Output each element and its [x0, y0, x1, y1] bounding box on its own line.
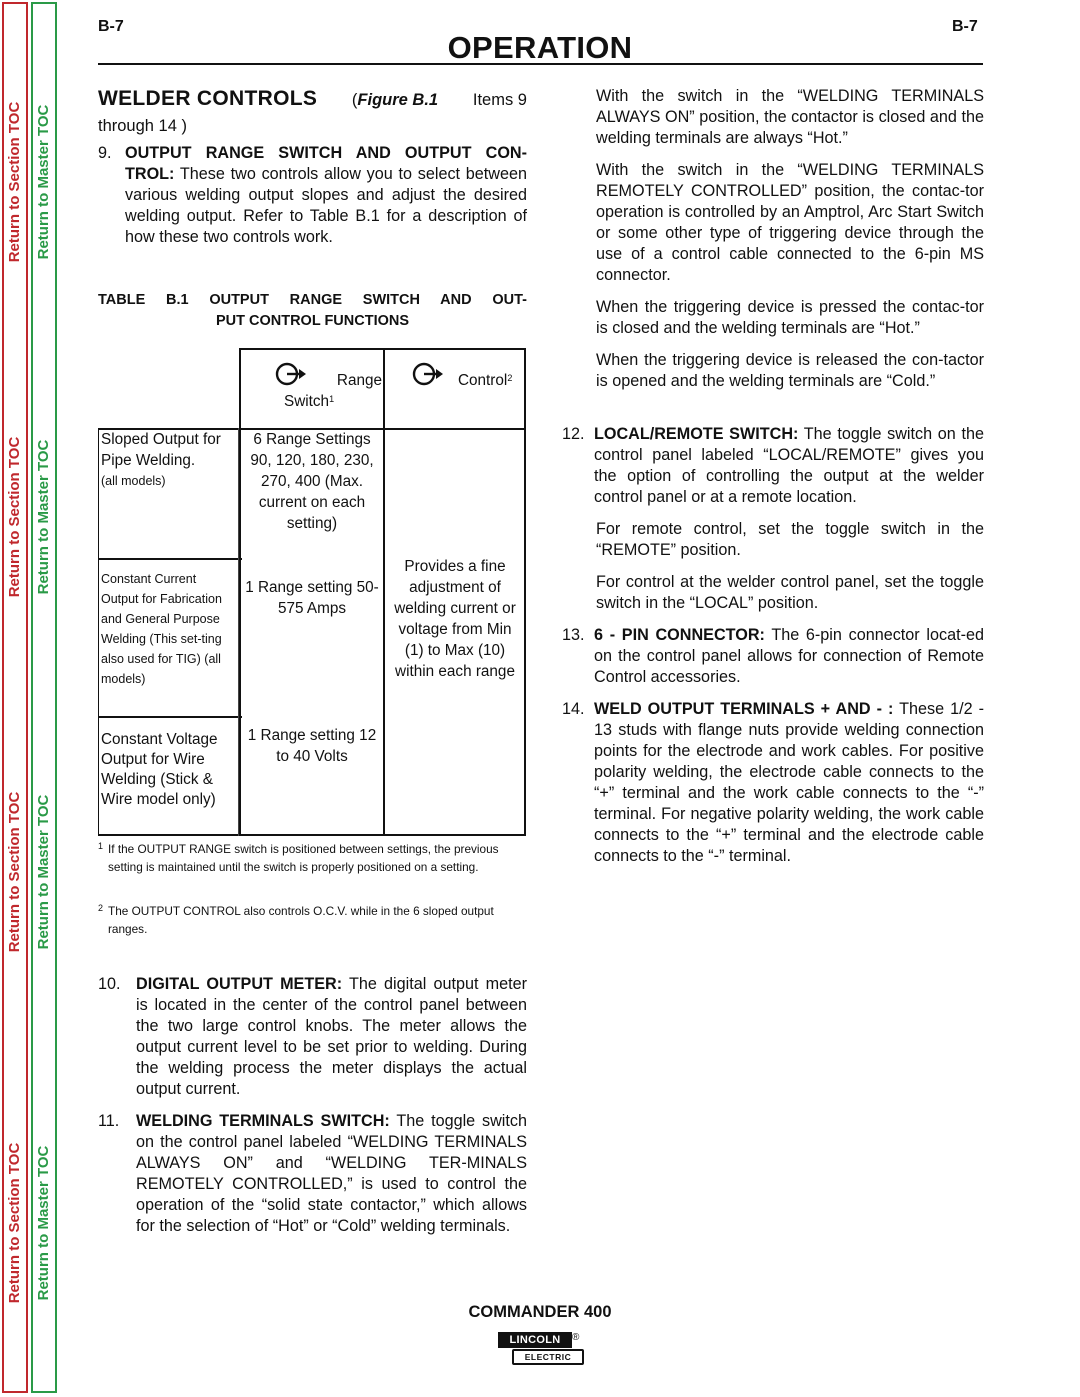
page-title: OPERATION	[447, 30, 633, 65]
item-14-weld-output-terminals	[594, 699, 984, 867]
footnote-number: 1	[98, 841, 104, 851]
row-desc-text: Sloped Output for Pipe Welding.	[101, 431, 221, 469]
welder-controls-heading: WELDER CONTROLS (Figure B.1 Items 9 through 14 )	[98, 86, 527, 139]
range-knob-icon	[273, 358, 307, 388]
item-text: The toggle switch on the control panel labeled “WELDING TERMINALS ALWAYS ON” and “WELDING TER-MINALS REMOTELY CONTROLLED,” is used to control the operation of the “solid state contactor,” which allows for the selection of “Hot” or “Cold” welding terminals.	[136, 1112, 527, 1235]
item-title: LOCAL/REMOTE SWITCH:	[594, 425, 799, 443]
item-text: The 6-pin connector locat-ed on the control panel allows for connection of Remote Control accessories.	[594, 626, 984, 686]
item-text: The digital output meter is located in the center of the control panel between the two large control knobs. The meter allows the output current level to be set prior to welding. During the welding process the meter displays the actual output current.	[136, 975, 527, 1098]
footer-model-name: COMMANDER 400	[468, 1303, 612, 1321]
item-title: WELD OUTPUT TERMINALS + AND - :	[594, 700, 894, 718]
return-to-section-toc-link[interactable]: Return to Section TOC	[6, 1142, 23, 1304]
item-title: OUTPUT RANGE SWITCH AND OUTPUT CON-	[125, 144, 527, 162]
item-9-output-range-switch	[125, 143, 527, 248]
table-row-2-range: 1 Range setting 50-575 Amps	[245, 579, 379, 617]
control-header	[458, 370, 512, 391]
footnote-ref-2: 2	[507, 373, 513, 383]
page-number-left: B-7	[98, 18, 124, 35]
return-to-master-toc-link[interactable]: Return to Master TOC	[35, 104, 52, 260]
table-row-1-range: 6 Range Settings 90, 120, 180, 230, 270, 400 (Max. current on each setting)	[250, 431, 374, 532]
table-footnote-2	[98, 902, 527, 938]
table-row-3-desc: Constant Voltage Output for Wire Welding (Stick & Wire model only)	[101, 731, 218, 808]
control-header-text: Control	[458, 372, 508, 389]
return-to-section-toc-link[interactable]: Return to Section TOC	[6, 436, 23, 598]
welder-controls-title: WELDER CONTROLS	[98, 87, 318, 110]
row-desc-note: (all models)	[101, 474, 166, 488]
item-number: 13.	[562, 626, 585, 644]
item-13-6-pin-connector	[594, 625, 984, 688]
item-text: These 1/2 - 13 studs with flange nuts provide welding connection points for the electrode and work cables. For positive polarity welding, the electrode cable connects to the “+” terminal and the work cable connects to the “-” terminal. For negative polarity welding, the work cable connects to the “+” terminal and the electrode cable connects to the “-” terminal.	[594, 700, 984, 865]
item-11-paragraph: When the triggering device is pressed the contac-tor is closed and the welding terminals are “Hot.”	[596, 298, 984, 337]
item-11-welding-terminals-switch	[136, 1111, 527, 1237]
master-toc-sidebar	[31, 2, 57, 1393]
logo-brand-top: LINCOLN	[498, 1332, 572, 1348]
items-range-cont: through 14 )	[98, 117, 187, 135]
item-12-local-remote-switch	[594, 424, 984, 508]
table-control-description: Provides a fine adjustment of welding current or voltage from Min (1) to Max (10) within each range	[394, 558, 516, 680]
item-title: 6 - PIN CONNECTOR:	[594, 626, 765, 644]
footnote-number: 2	[98, 903, 104, 913]
item-title-cont: TROL:	[125, 165, 175, 183]
table-footnote-1	[98, 840, 527, 876]
item-title: WELDING TERMINALS SWITCH:	[136, 1112, 390, 1130]
return-to-section-toc-link[interactable]: Return to Section TOC	[6, 101, 23, 263]
lincoln-electric-logo	[496, 1332, 586, 1364]
items-range: Items 9	[472, 91, 527, 109]
footnote-text: If the OUTPUT RANGE switch is positioned between settings, the previous setting is maintained until the switch is properly positioned on a setting.	[108, 842, 499, 874]
table-row-3-range: 1 Range setting 12 to 40 Volts	[247, 727, 377, 765]
table-row-2-desc: Constant Current Output for Fabrication and General Purpose Welding (This set-ting also used for TIG) (all models)	[101, 572, 222, 686]
table-b1	[98, 348, 528, 838]
item-number: 12.	[562, 425, 585, 443]
page-number-right: B-7	[952, 18, 978, 35]
item-text: The toggle switch on the control panel labeled “LOCAL/REMOTE” gives you the option of controlling the output at the welder control panel or at a remote location.	[594, 425, 984, 506]
item-11-paragraph: With the switch in the “WELDING TERMINALS REMOTELY CONTROLLED” position, the contac-tor operation is controlled by an Amptrol, Arc Start Switch or some other type of triggering device through the use of a control cable connected to the 6-pin MS connector.	[596, 161, 984, 284]
item-title: DIGITAL OUTPUT METER:	[136, 975, 343, 993]
item-11-paragraph: When the triggering device is released the con-tactor is opened and the welding terminals are “Cold.”	[596, 351, 984, 390]
figure-reference: Figure B.1	[357, 91, 439, 109]
item-12-paragraph: For control at the welder control panel, set the toggle switch in the “LOCAL” position.	[596, 573, 984, 612]
item-number: 9.	[98, 144, 112, 162]
item-number: 11.	[98, 1112, 120, 1130]
item-11-paragraph: With the switch in the “WELDING TERMINALS ALWAYS ON” position, the contactor is closed and the welding terminals are always “Hot.”	[596, 87, 984, 147]
switch-header	[284, 391, 334, 412]
registered-mark: ®	[572, 1332, 580, 1343]
table-b1-title	[98, 290, 527, 332]
footnote-ref-1: 1	[329, 394, 335, 404]
table-row-1-desc	[101, 429, 237, 491]
item-number: 10.	[98, 975, 121, 993]
return-to-master-toc-link[interactable]: Return to Master TOC	[35, 1145, 52, 1301]
table-title-line: TABLE B.1 OUTPUT RANGE SWITCH AND OUT-	[98, 292, 527, 308]
logo-brand-bottom: ELECTRIC	[512, 1349, 584, 1365]
footnote-text: The OUTPUT CONTROL also controls O.C.V. while in the 6 sloped output ranges.	[108, 904, 494, 936]
range-header: Range	[336, 372, 382, 389]
table-title-line: PUT CONTROL FUNCTIONS	[215, 313, 410, 329]
item-10-digital-output-meter	[136, 974, 527, 1100]
header-rule	[98, 63, 983, 65]
item-number: 14.	[562, 700, 585, 718]
return-to-master-toc-link[interactable]: Return to Master TOC	[35, 439, 52, 595]
return-to-master-toc-link[interactable]: Return to Master TOC	[35, 794, 52, 950]
return-to-section-toc-link[interactable]: Return to Section TOC	[6, 791, 23, 953]
section-toc-sidebar	[2, 2, 28, 1393]
item-12-paragraph: For remote control, set the toggle switch in the “REMOTE” position.	[596, 520, 984, 559]
control-knob-icon	[410, 358, 444, 388]
switch-header-text: Switch	[284, 393, 330, 410]
item-text: These two controls allow you to select between various welding output slopes and adjust the desired welding output. Refer to Table B.1 for a description of how these two controls work.	[125, 165, 527, 246]
